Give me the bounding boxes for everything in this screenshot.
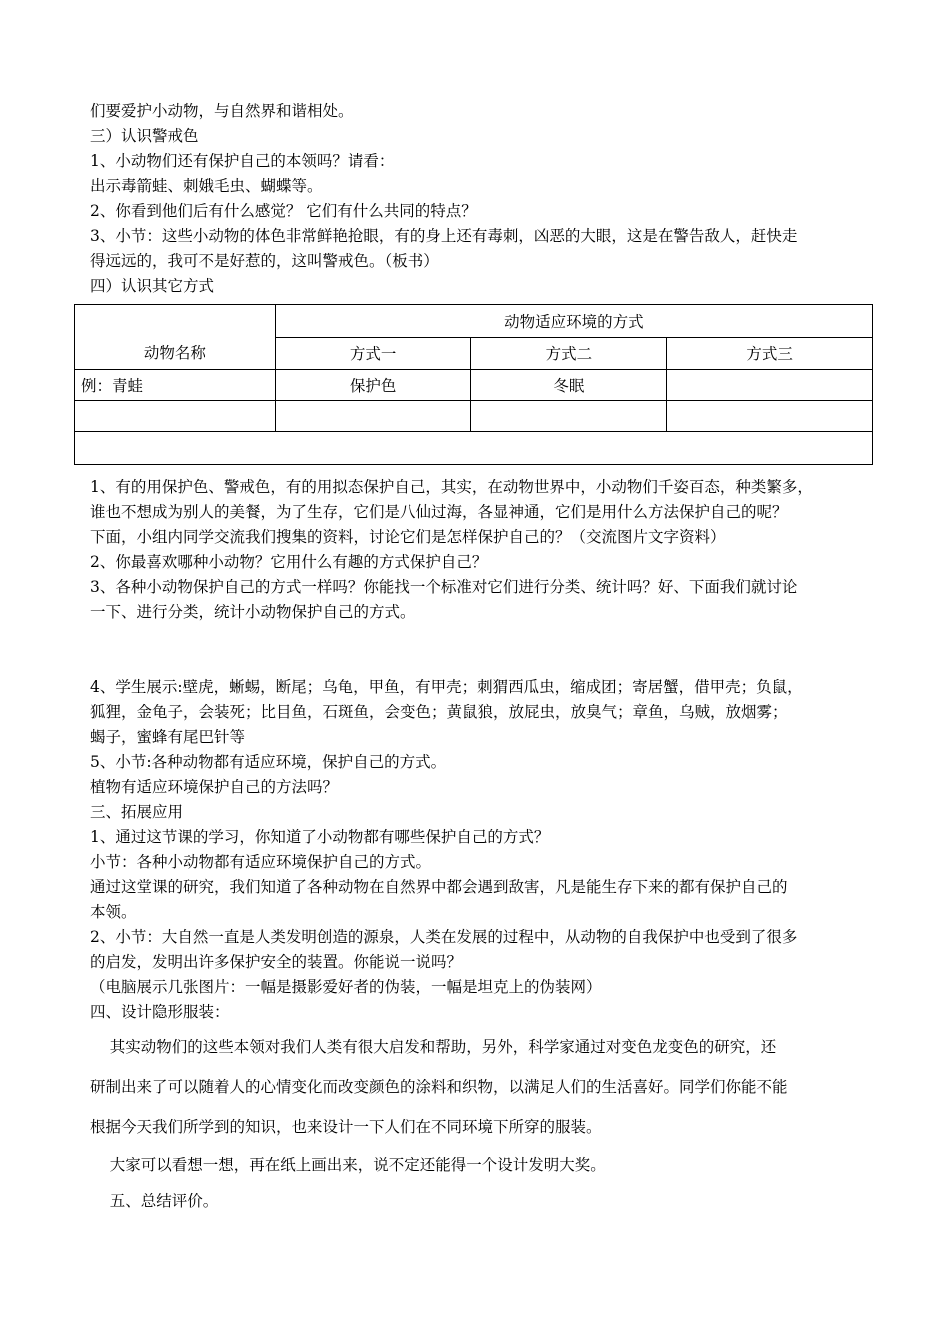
text-line: 蝎子，蜜蜂有尾巴针等 xyxy=(90,728,246,746)
text-line: 得远远的，我可不是好惹的，这叫警戒色。（板书） xyxy=(90,252,439,270)
table-row xyxy=(75,401,873,432)
section-heading: 三）认识警戒色 xyxy=(90,127,199,145)
header-method-3: 方式三 xyxy=(667,337,873,370)
table-cell: 冬眠 xyxy=(471,370,667,401)
table-cell xyxy=(667,401,873,432)
text-line: 本领。 xyxy=(90,903,137,921)
text-line: 其实动物们的这些本领对我们人类有很大启发和帮助，另外，科学家通过对变色龙变色的研究，还 xyxy=(90,1038,777,1056)
text-line: 1、有的用保护色、警戒色，有的用拟态保护自己，其实，在动物世界中，小动物们千姿百态，种类繁多， xyxy=(90,478,813,496)
table-cell: 例：青蛙 xyxy=(75,370,276,401)
text-line: 下面，小组内同学交流我们搜集的资料，讨论它们是怎样保护自己的？（交流图片文字资料） xyxy=(90,528,726,546)
text-line: 1、通过这节课的学习，你知道了小动物都有哪些保护自己的方式？ xyxy=(90,828,550,846)
text-line: 2、小节：大自然一直是人类发明创造的源泉，人类在发展的过程中，从动物的自我保护中也受到了很多 xyxy=(90,928,798,946)
text-line: （电脑展示几张图片：一幅是摄影爱好者的伪装，一幅是坦克上的伪装网） xyxy=(90,978,602,996)
text-line: 狐狸，金龟子，会装死；比目鱼，石斑鱼，会变色；黄鼠狼，放屁虫，放臭气；章鱼，乌贼，放烟雾； xyxy=(90,703,788,721)
table-cell xyxy=(667,370,873,401)
table-row xyxy=(75,432,873,465)
text-line: 出示毒箭蛙、刺娥毛虫、蝴蝶等。 xyxy=(90,177,323,195)
text-line: 通过这堂课的研究，我们知道了各种动物在自然界中都会遇到敌害，凡是能生存下来的都有保护自己的 xyxy=(90,878,788,896)
adaptation-table xyxy=(74,304,873,465)
header-method-2: 方式二 xyxy=(471,337,667,370)
text-line: 们要爱护小动物，与自然界和谐相处。 xyxy=(90,102,354,120)
text-line: 一下、进行分类，统计小动物保护自己的方式。 xyxy=(90,603,416,621)
table-cell-empty xyxy=(75,432,873,465)
text-line: 研制出来了可以随着人的心情变化而改变颜色的涂料和织物，以满足人们的生活喜好。同学们你能不能 xyxy=(90,1078,788,1096)
table-cell xyxy=(75,401,276,432)
section-heading: 四、设计隐形服装： xyxy=(90,1003,230,1021)
table-cell xyxy=(471,401,667,432)
section-heading: 三、拓展应用 xyxy=(90,803,184,821)
text-line: 大家可以看想一想，再在纸上画出来，说不定还能得一个设计发明大奖。 xyxy=(90,1156,606,1174)
text-line: 根据今天我们所学到的知识，也来设计一下人们在不同环境下所穿的服装。 xyxy=(90,1118,602,1136)
text-line: 2、你最喜欢哪种小动物？它用什么有趣的方式保护自己？ xyxy=(90,553,488,571)
table-cell xyxy=(275,401,471,432)
section-heading: 四）认识其它方式 xyxy=(90,277,215,295)
text-line: 小节：各种小动物都有适应环境保护自己的方式。 xyxy=(90,853,432,871)
text-line: 4、学生展示:壁虎，蜥蜴，断尾；乌龟，甲鱼，有甲壳；刺猬西瓜虫，缩成团；寄居蟹，借甲壳；负鼠， xyxy=(90,678,803,696)
section-heading: 五、总结评价。 xyxy=(90,1192,219,1210)
text-line: 1、小动物们还有保护自己的本领吗？请看： xyxy=(90,152,395,170)
text-line: 植物有适应环境保护自己的方法吗？ xyxy=(90,778,339,796)
header-group: 动物适应环境的方式 xyxy=(275,305,872,338)
table-cell: 保护色 xyxy=(275,370,471,401)
text-line: 3、小节：这些小动物的体色非常鲜艳抢眼，有的身上还有毒刺，凶恶的大眼，这是在警告敌人，赶快走 xyxy=(90,227,798,245)
text-line: 2、你看到他们后有什么感觉？ 它们有什么共同的特点？ xyxy=(90,202,477,220)
table-row xyxy=(75,370,873,401)
text-line: 3、各种小动物保护自己的方式一样吗？你能找一个标准对它们进行分类、统计吗？好、下面我们就讨论 xyxy=(90,578,798,596)
header-method-1: 方式一 xyxy=(275,337,471,370)
text-line: 的启发，发明出许多保护安全的装置。你能说一说吗？ xyxy=(90,953,463,971)
text-line: 5、小节:各种动物都有适应环境，保护自己的方式。 xyxy=(90,753,447,771)
text-line: 谁也不想成为别人的美餐，为了生存，它们是八仙过海，各显神通，它们是用什么方法保护自己的呢？ xyxy=(90,503,788,521)
header-animal-name: 动物名称 xyxy=(75,305,276,370)
